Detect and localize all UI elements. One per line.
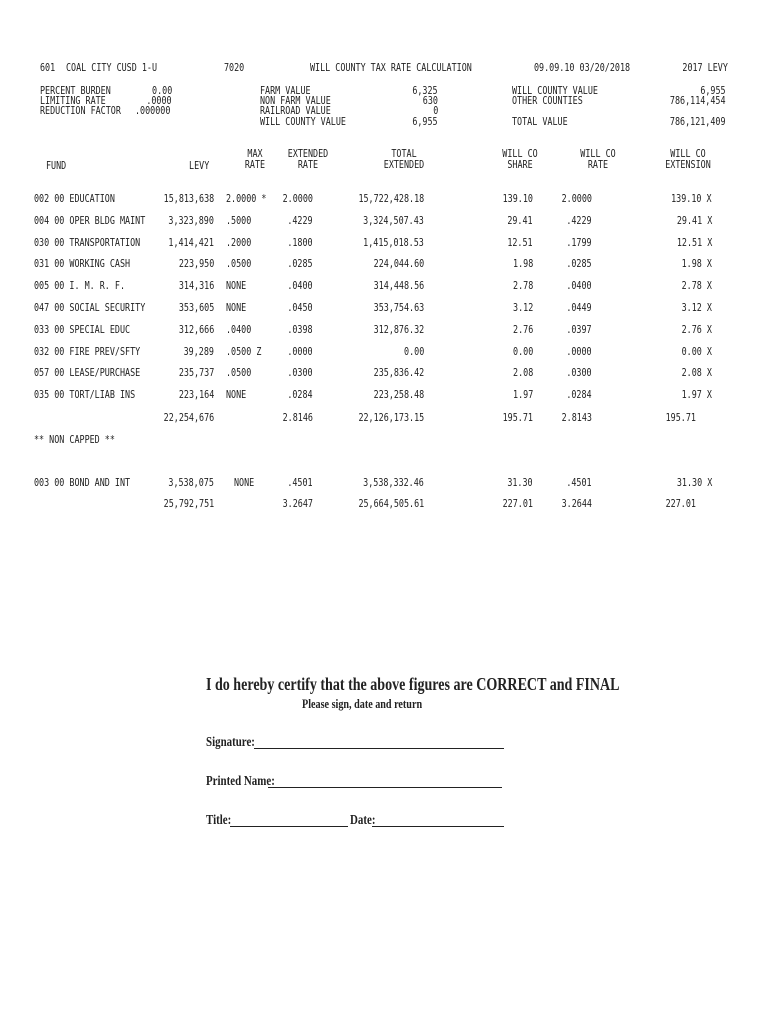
- col-will-co-share: [494, 149, 545, 171]
- bond-will-co-extension: 31.30 X: [676, 477, 712, 489]
- date-field[interactable]: [372, 826, 504, 827]
- row-total-extended: 353,754.63: [373, 302, 424, 314]
- row-total-extended: 312,876.32: [373, 324, 424, 336]
- bond-will-co-rate: .4501: [566, 477, 592, 489]
- grand-total-extended-rate: 3.2647: [282, 498, 313, 510]
- col-max-rate-line2: RATE: [244, 159, 266, 171]
- levy-year: 2017 LEVY: [682, 62, 728, 74]
- col-total-extended-line1: TOTAL: [391, 148, 417, 160]
- district-code: 601: [40, 62, 56, 74]
- grand-total-total-extended: 25,664,505.61: [358, 498, 424, 510]
- row-will-co-rate: .0285: [566, 258, 592, 270]
- will-county-value-right: 6,955: [700, 85, 726, 97]
- col-will-co-extension: [658, 149, 719, 171]
- row-max-rate: NONE: [226, 389, 247, 401]
- total-value: 786,121,409: [670, 116, 726, 128]
- will-county-value-label-right: WILL COUNTY VALUE: [512, 85, 598, 97]
- row-will-co-extension: 29.41 X: [676, 215, 712, 227]
- row-max-rate: .2000: [226, 237, 252, 249]
- row-fund: 047 00 SOCIAL SECURITY: [34, 302, 146, 314]
- col-will-co-rate-line2: RATE: [587, 159, 609, 171]
- bond-levy: 3,538,075: [168, 477, 214, 489]
- date-stamp: 09.09.10 03/20/2018: [534, 62, 631, 74]
- grand-total-will-co-share: 227.01: [502, 498, 533, 510]
- non-farm-value-label: NON FARM VALUE: [260, 95, 331, 107]
- row-fund: 002 00 EDUCATION: [34, 193, 115, 205]
- subtotal-will-co-rate: 2.8143: [561, 412, 592, 424]
- col-will-co-rate-line1: WILL CO: [580, 148, 616, 160]
- farm-value-label: FARM VALUE: [260, 85, 311, 97]
- non-capped-label: ** NON CAPPED **: [34, 434, 115, 446]
- row-fund: 057 00 LEASE/PURCHASE: [34, 367, 141, 379]
- railroad-value-label: RAILROAD VALUE: [260, 105, 331, 117]
- row-will-co-share: 29.41: [507, 215, 533, 227]
- row-will-co-extension: 1.98 X: [681, 258, 712, 270]
- row-will-co-share: 3.12: [512, 302, 533, 314]
- percent-burden-label: PERCENT BURDEN: [40, 85, 111, 97]
- row-fund: 005 00 I. M. R. F.: [34, 280, 126, 292]
- row-max-rate: .0500 Z: [226, 346, 262, 358]
- row-will-co-share: 0.00: [512, 346, 533, 358]
- row-will-co-rate: .0400: [566, 280, 592, 292]
- row-total-extended: 223,258.48: [373, 389, 424, 401]
- row-will-co-rate: .0449: [566, 302, 592, 314]
- certification-instruction: Please sign, date and return: [302, 696, 423, 711]
- row-fund: 032 00 FIRE PREV/SFTY: [34, 346, 141, 358]
- row-extended-rate: .0285: [287, 258, 313, 270]
- row-levy: 314,316: [178, 280, 214, 292]
- subtotal-total-extended: 22,126,173.15: [358, 412, 424, 424]
- subtotal-will-co-share: 195.71: [502, 412, 533, 424]
- bond-total-extended: 3,538,332.46: [363, 477, 424, 489]
- row-total-extended: 314,448.56: [373, 280, 424, 292]
- total-value-label: TOTAL VALUE: [512, 116, 568, 128]
- row-total-extended: 3,324,507.43: [363, 215, 424, 227]
- row-extended-rate: .0398: [287, 324, 313, 336]
- row-will-co-rate: .0284: [566, 389, 592, 401]
- col-fund: FUND: [46, 160, 67, 172]
- row-levy: 3,323,890: [168, 215, 214, 227]
- row-extended-rate: .0284: [287, 389, 313, 401]
- row-extended-rate: 2.0000: [282, 193, 313, 205]
- page-title: WILL COUNTY TAX RATE CALCULATION: [310, 62, 472, 74]
- row-fund: 031 00 WORKING CASH: [34, 258, 131, 270]
- row-will-co-share: 139.10: [502, 193, 533, 205]
- grand-total-will-co-extension: 227.01: [665, 498, 696, 510]
- row-extended-rate: .0000: [287, 346, 313, 358]
- subtotal-levy: 22,254,676: [163, 412, 214, 424]
- col-total-extended-line2: EXTENDED: [383, 159, 425, 171]
- row-will-co-extension: 2.08 X: [681, 367, 712, 379]
- row-max-rate: .0400: [226, 324, 252, 336]
- title-label: Title:: [206, 813, 232, 828]
- will-county-value: 6,955: [412, 116, 438, 128]
- row-will-co-share: 12.51: [507, 237, 533, 249]
- row-will-co-rate: .4229: [566, 215, 592, 227]
- bond-extended-rate: .4501: [287, 477, 313, 489]
- row-will-co-extension: 3.12 X: [681, 302, 712, 314]
- row-levy: 1,414,421: [168, 237, 214, 249]
- row-fund: 035 00 TORT/LIAB INS: [34, 389, 136, 401]
- row-will-co-extension: 2.76 X: [681, 324, 712, 336]
- will-county-value-label: WILL COUNTY VALUE: [260, 116, 346, 128]
- other-counties-label: OTHER COUNTIES: [512, 95, 583, 107]
- limiting-rate-value: .0000: [146, 95, 172, 107]
- row-max-rate: .5000: [226, 215, 252, 227]
- row-levy: 39,289: [183, 346, 214, 358]
- row-will-co-rate: .1799: [566, 237, 592, 249]
- row-total-extended: 0.00: [403, 346, 424, 358]
- row-will-co-rate: .0300: [566, 367, 592, 379]
- row-will-co-extension: 2.78 X: [681, 280, 712, 292]
- row-extended-rate: .1800: [287, 237, 313, 249]
- col-max-rate: [231, 149, 279, 171]
- col-will-co-extension-line1: WILL CO: [670, 148, 706, 160]
- col-will-co-rate: [572, 149, 623, 171]
- row-will-co-extension: 1.97 X: [681, 389, 712, 401]
- row-levy: 223,950: [178, 258, 214, 270]
- date-label: Date:: [350, 813, 376, 828]
- row-will-co-rate: 2.0000: [561, 193, 592, 205]
- row-levy: 312,666: [178, 324, 214, 336]
- col-will-co-share-line1: WILL CO: [502, 148, 538, 160]
- signature-field[interactable]: [254, 748, 504, 749]
- district-name: COAL CITY CUSD 1-U: [66, 62, 158, 74]
- non-farm-value: 630: [422, 95, 438, 107]
- row-total-extended: 1,415,018.53: [363, 237, 424, 249]
- row-total-extended: 15,722,428.18: [358, 193, 424, 205]
- col-max-rate-line1: MAX: [247, 148, 263, 160]
- grand-total-levy: 25,792,751: [163, 498, 214, 510]
- bond-max-rate: NONE: [234, 477, 255, 489]
- col-will-co-extension-line2: EXTENSION: [665, 159, 711, 171]
- row-will-co-rate: .0397: [566, 324, 592, 336]
- row-total-extended: 235,836.42: [373, 367, 424, 379]
- row-will-co-share: 2.78: [512, 280, 533, 292]
- row-levy: 15,813,638: [163, 193, 214, 205]
- limiting-rate-label: LIMITING RATE: [40, 95, 106, 107]
- row-will-co-extension: 12.51 X: [676, 237, 712, 249]
- col-extended-rate-line2: RATE: [297, 159, 319, 171]
- district-number: 7020: [224, 62, 245, 74]
- bond-fund: 003 00 BOND AND INT: [34, 477, 131, 489]
- row-will-co-share: 2.76: [512, 324, 533, 336]
- printed-name-label: Printed Name:: [206, 774, 275, 789]
- railroad-value: 0: [432, 105, 438, 117]
- row-will-co-extension: 0.00 X: [681, 346, 712, 358]
- subtotal-extended-rate: 2.8146: [282, 412, 313, 424]
- row-extended-rate: .4229: [287, 215, 313, 227]
- subtotal-will-co-extension: 195.71: [665, 412, 696, 424]
- row-max-rate: .0500: [226, 258, 252, 270]
- bond-will-co-share: 31.30: [507, 477, 533, 489]
- grand-total-will-co-rate: 3.2644: [561, 498, 592, 510]
- row-max-rate: NONE: [226, 280, 247, 292]
- row-fund: 004 00 OPER BLDG MAINT: [34, 215, 146, 227]
- row-will-co-share: 2.08: [512, 367, 533, 379]
- row-levy: 223,164: [178, 389, 214, 401]
- row-will-co-share: 1.98: [512, 258, 533, 270]
- row-extended-rate: .0300: [287, 367, 313, 379]
- row-total-extended: 224,044.60: [373, 258, 424, 270]
- row-will-co-share: 1.97: [512, 389, 533, 401]
- row-max-rate: NONE: [226, 302, 247, 314]
- farm-value: 6,325: [412, 85, 438, 97]
- row-fund: 033 00 SPECIAL EDUC: [34, 324, 131, 336]
- row-will-co-rate: .0000: [566, 346, 592, 358]
- reduction-factor-value: .000000: [135, 105, 171, 117]
- row-max-rate: 2.0000 *: [226, 193, 267, 205]
- row-will-co-extension: 139.10 X: [671, 193, 712, 205]
- row-levy: 235,737: [178, 367, 214, 379]
- printed-name-field[interactable]: [268, 787, 502, 788]
- row-extended-rate: .0400: [287, 280, 313, 292]
- col-extended-rate: [282, 149, 333, 171]
- row-max-rate: .0500: [226, 367, 252, 379]
- certification-statement: I do hereby certify that the above figures are CORRECT and FINAL: [206, 674, 620, 694]
- row-fund: 030 00 TRANSPORTATION: [34, 237, 141, 249]
- col-extended-rate-line1: EXTENDED: [287, 148, 329, 160]
- col-will-co-share-line2: SHARE: [507, 159, 533, 171]
- col-levy: LEVY: [188, 160, 209, 172]
- row-levy: 353,605: [178, 302, 214, 314]
- percent-burden-value: 0.00: [151, 85, 172, 97]
- col-total-extended: [372, 149, 436, 171]
- title-field[interactable]: [230, 826, 348, 827]
- other-counties-value: 786,114,454: [670, 95, 726, 107]
- signature-label: Signature:: [206, 735, 255, 750]
- row-extended-rate: .0450: [287, 302, 313, 314]
- reduction-factor-label: REDUCTION FACTOR: [40, 105, 121, 117]
